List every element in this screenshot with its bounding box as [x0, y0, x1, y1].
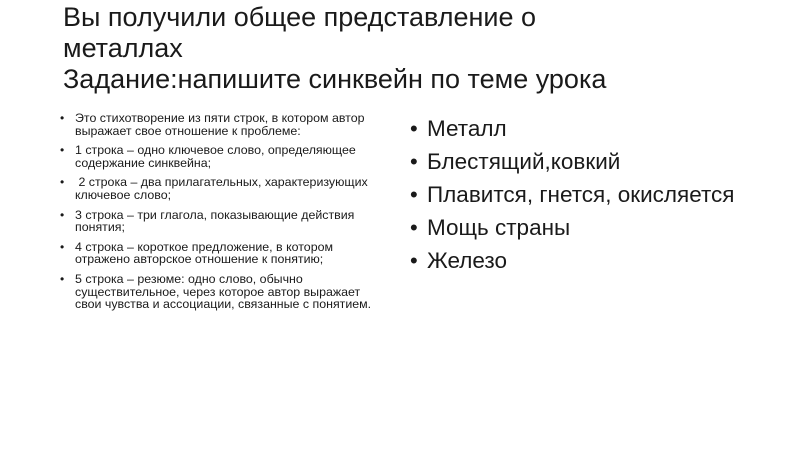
- instruction-item: [60, 112, 390, 137]
- cinquain-line: [410, 182, 790, 208]
- bullet-icon: •: [60, 271, 65, 286]
- cinquain-line: [410, 248, 790, 274]
- bullet-icon: •: [60, 239, 65, 254]
- instruction-text: 3 строка – три глагола, показывающие действия понятия;: [75, 207, 355, 235]
- instruction-text: 4 строка – короткое предложение, в котором отражено авторское отношение к понятию;: [75, 239, 333, 267]
- title-line-2: металлах: [63, 33, 183, 63]
- instruction-item: [60, 144, 390, 169]
- cinquain-text: Плавится, гнется, окисляется: [427, 182, 735, 207]
- bullet-icon: •: [60, 175, 65, 190]
- cinquain-line: [410, 116, 790, 142]
- cinquain-text: Блестящий,ковкий: [427, 149, 621, 174]
- bullet-icon: •: [60, 207, 65, 222]
- cinquain-line: [410, 149, 790, 175]
- title-line-3: Задание:напишите синквейн по теме урока: [63, 64, 607, 94]
- bullet-icon: •: [410, 149, 418, 174]
- instruction-text: 1 строка – одно ключевое слово, определяющее содержание синквейна;: [75, 143, 356, 170]
- instruction-item: [60, 176, 390, 201]
- instruction-text: Это стихотворение из пяти строк, в котором автор выражает свое отношение к проблеме:: [75, 111, 365, 138]
- instruction-item: [60, 209, 390, 234]
- cinquain-text: Металл: [427, 116, 507, 141]
- instruction-text: 2 строка – два прилагательных, характеризующих ключевое слово;: [75, 175, 372, 202]
- bullet-icon: •: [410, 116, 418, 141]
- cinquain-line: [410, 215, 790, 241]
- instruction-text: 5 строка – резюме: одно слово, обычно существительное, через которое автор выражает свои чувства и ассоциации, связанные с понятием.: [75, 271, 372, 312]
- instructions-list: [60, 112, 390, 318]
- instruction-item: [60, 241, 390, 266]
- title-line-1: Вы получили общее представление о: [63, 2, 537, 32]
- cinquain-list: [410, 116, 790, 281]
- bullet-icon: •: [410, 215, 418, 240]
- cinquain-text: Железо: [427, 248, 507, 273]
- bullet-icon: •: [410, 248, 418, 273]
- instruction-item: [60, 273, 390, 311]
- bullet-icon: •: [60, 111, 65, 125]
- bullet-icon: •: [60, 143, 65, 158]
- cinquain-text: Мощь страны: [427, 215, 571, 240]
- bullet-icon: •: [410, 182, 418, 207]
- slide-title: [63, 2, 783, 95]
